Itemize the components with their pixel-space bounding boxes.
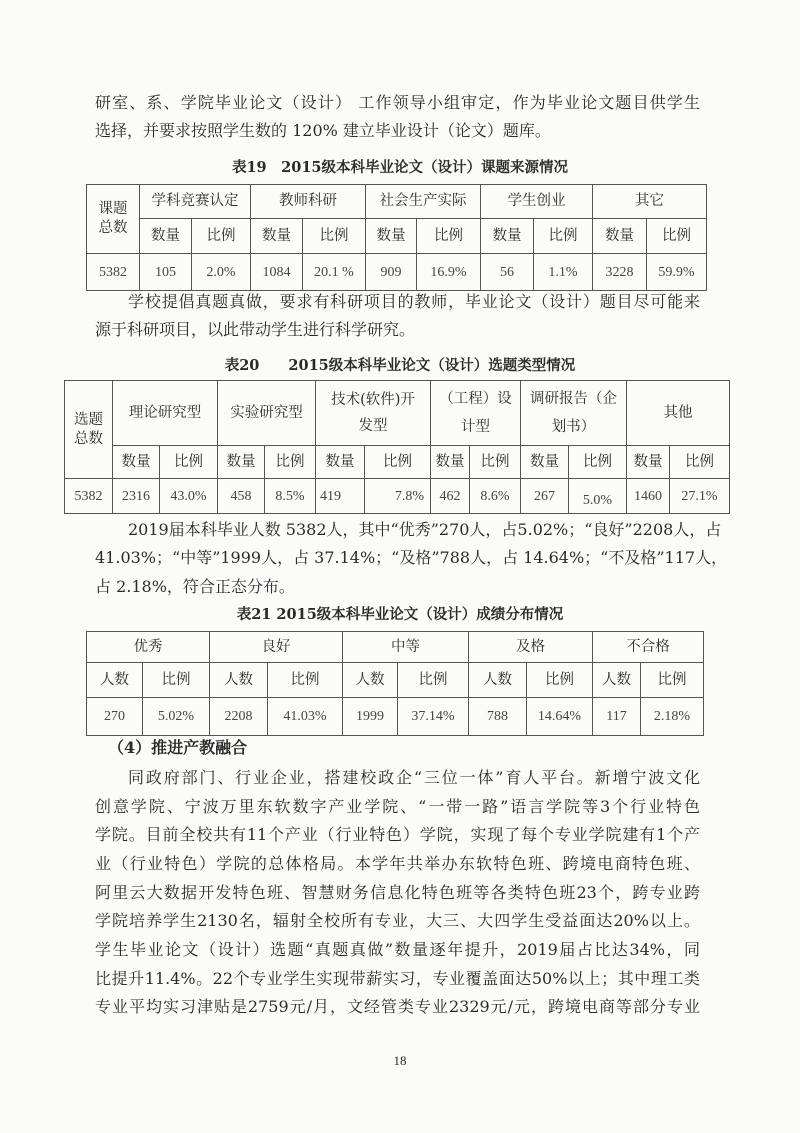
header-count: 数量 (251, 219, 303, 254)
header-group: 技术(软件)开发型 (316, 381, 431, 446)
header-count: 数量 (431, 446, 470, 479)
cell: 5382 (87, 254, 140, 291)
cell: 8.6% (470, 479, 521, 514)
table19 (86, 184, 707, 291)
body-text-line: 业（行业特色）学院的总体格局。本学年共举办东软特色班、跨境电商特色班、 (95, 854, 700, 873)
body-text-line: 学校提倡真题真做，要求有科研项目的教师，毕业论文（设计）题目尽可能来 (128, 292, 700, 311)
cell: 7.8% (365, 479, 431, 514)
cell: 20.1 % (303, 254, 366, 291)
body-text-line: 专业平均实习津贴是2759元/月，文经管类专业2329元/元，跨境电商等部分专业 (95, 997, 700, 1016)
header-group: 调研报告（企划书） (521, 381, 627, 446)
cell: 3228 (593, 254, 647, 291)
table-row (87, 254, 707, 291)
header-people: 人数 (210, 663, 268, 698)
body-text-line: 41.03%；“中等”1999人，占 37.14%；“及格”788人，占 14.64%；“不及格”117人， (95, 548, 728, 567)
cell: 14.64% (527, 698, 593, 736)
header-ratio: 比例 (670, 446, 730, 479)
header-group: 及格 (469, 632, 593, 663)
body-text-line: 2019届本科毕业人数 5382人，其中“优秀”270人，占5.02%；“良好”2208人，占 (128, 520, 722, 539)
header-people: 人数 (469, 663, 527, 698)
body-text-line: 同政府部门、行业企业，搭建校政企“三位一体”育人平台。新增宁波文化 (128, 768, 700, 787)
header-total: 选题总数 (65, 381, 113, 479)
header-people: 人数 (87, 663, 143, 698)
cell: 458 (218, 479, 265, 514)
header-group: 学生创业 (481, 185, 593, 219)
header-count: 数量 (521, 446, 569, 479)
table20 (64, 380, 730, 514)
header-group: 实验研究型 (218, 381, 316, 446)
header-group: 社会生产实际 (366, 185, 481, 219)
header-ratio: 比例 (398, 663, 469, 698)
header-ratio: 比例 (143, 663, 210, 698)
cell: 56 (481, 254, 534, 291)
header-group: 优秀 (87, 632, 210, 663)
header-group: （工程）设计型 (431, 381, 521, 446)
cell: 117 (593, 698, 641, 736)
cell: 909 (366, 254, 417, 291)
cell: 1.1% (534, 254, 593, 291)
table21 (86, 631, 704, 736)
header-ratio: 比例 (647, 219, 707, 254)
table21-caption: 表21 2015级本科毕业论文（设计）成绩分布情况 (236, 606, 564, 623)
cell: 59.9% (647, 254, 707, 291)
header-count: 数量 (627, 446, 670, 479)
header-ratio: 比例 (192, 219, 251, 254)
table19-caption: 表19 2015级本科毕业论文（设计）课题来源情况 (231, 159, 569, 176)
cell: 2.0% (192, 254, 251, 291)
body-text-line: 比提升11.4%。22个专业学生实现带薪实习，专业覆盖面达50%以上；其中理工类 (95, 969, 700, 988)
body-text-line: 占 2.18%，符合正态分布。 (95, 577, 295, 596)
page-number: 18 (393, 1053, 407, 1068)
header-ratio: 比例 (268, 663, 343, 698)
cell: 37.14% (398, 698, 469, 736)
header-ratio: 比例 (527, 663, 593, 698)
header-group: 不合格 (593, 632, 704, 663)
cell: 5382 (65, 479, 113, 514)
cell: 5.02% (143, 698, 210, 736)
cell: 2208 (210, 698, 268, 736)
cell: 43.0% (160, 479, 218, 514)
header-ratio: 比例 (417, 219, 481, 254)
header-ratio: 比例 (470, 446, 521, 479)
header-ratio: 比例 (303, 219, 366, 254)
header-ratio: 比例 (569, 446, 627, 479)
header-count: 数量 (113, 446, 160, 479)
body-text-line: 选择，并要求按照学生数的 120% 建立毕业设计（论文）题库。 (95, 121, 551, 140)
header-people: 人数 (593, 663, 641, 698)
header-ratio: 比例 (534, 219, 593, 254)
body-text-line: 创意学院、宁波万里东软数字产业学院、“一带一路”语言学院等3个行业特色 (95, 797, 700, 816)
header-ratio: 比例 (160, 446, 218, 479)
cell: 8.5% (265, 479, 316, 514)
section-heading: （4）推进产教融合 (108, 738, 248, 757)
body-text-line: 阿里云大数据开发特色班、智慧财务信息化特色班等各类特色班23个，跨专业跨 (95, 883, 700, 902)
header-count: 数量 (316, 446, 365, 479)
cell: 1999 (343, 698, 398, 736)
cell: 267 (521, 479, 569, 514)
header-people: 人数 (343, 663, 398, 698)
body-text-line: 学院培养学生2130名，辐射全校所有专业，大三、大四学生受益面达20%以上。 (95, 911, 700, 930)
header-group: 理论研究型 (113, 381, 218, 446)
header-group: 教师科研 (251, 185, 366, 219)
cell: 27.1% (670, 479, 730, 514)
header-ratio: 比例 (365, 446, 431, 479)
cell: 41.03% (268, 698, 343, 736)
body-text-line: 学生毕业论文（设计）选题“真题真做”数量逐年提升，2019届占比达34%，同 (95, 940, 700, 959)
table20-caption: 表20 2015级本科毕业论文（设计）选题类型情况 (224, 357, 576, 374)
table-row (65, 479, 730, 514)
cell: 1084 (251, 254, 303, 291)
header-group: 中等 (343, 632, 469, 663)
header-count: 数量 (366, 219, 417, 254)
cell: 419 (316, 479, 365, 514)
header-ratio: 比例 (641, 663, 704, 698)
body-text-line: 研室、系、学院毕业论文（设计） 工作领导小组审定，作为毕业论文题目供学生 (95, 93, 700, 112)
body-text-line: 学院。目前全校共有11个产业（行业特色）学院，实现了每个专业学院建有1个产 (95, 825, 700, 844)
cell: 1460 (627, 479, 670, 514)
cell: 788 (469, 698, 527, 736)
cell: 462 (431, 479, 470, 514)
table-row (87, 698, 704, 736)
cell: 2316 (113, 479, 160, 514)
cell: 2.18% (641, 698, 704, 736)
cell: 5.0% (569, 479, 627, 514)
header-group: 其他 (627, 381, 730, 446)
header-group: 学科竞赛认定 (140, 185, 251, 219)
header-count: 数量 (218, 446, 265, 479)
header-total: 课题总数 (87, 185, 140, 254)
cell: 16.9% (417, 254, 481, 291)
header-group: 其它 (593, 185, 707, 219)
cell: 270 (87, 698, 143, 736)
header-count: 数量 (481, 219, 534, 254)
header-ratio: 比例 (265, 446, 316, 479)
cell: 105 (140, 254, 192, 291)
header-group: 良好 (210, 632, 343, 663)
header-count: 数量 (140, 219, 192, 254)
body-text-line: 源于科研项目，以此带动学生进行科学研究。 (95, 320, 416, 339)
header-count: 数量 (593, 219, 647, 254)
